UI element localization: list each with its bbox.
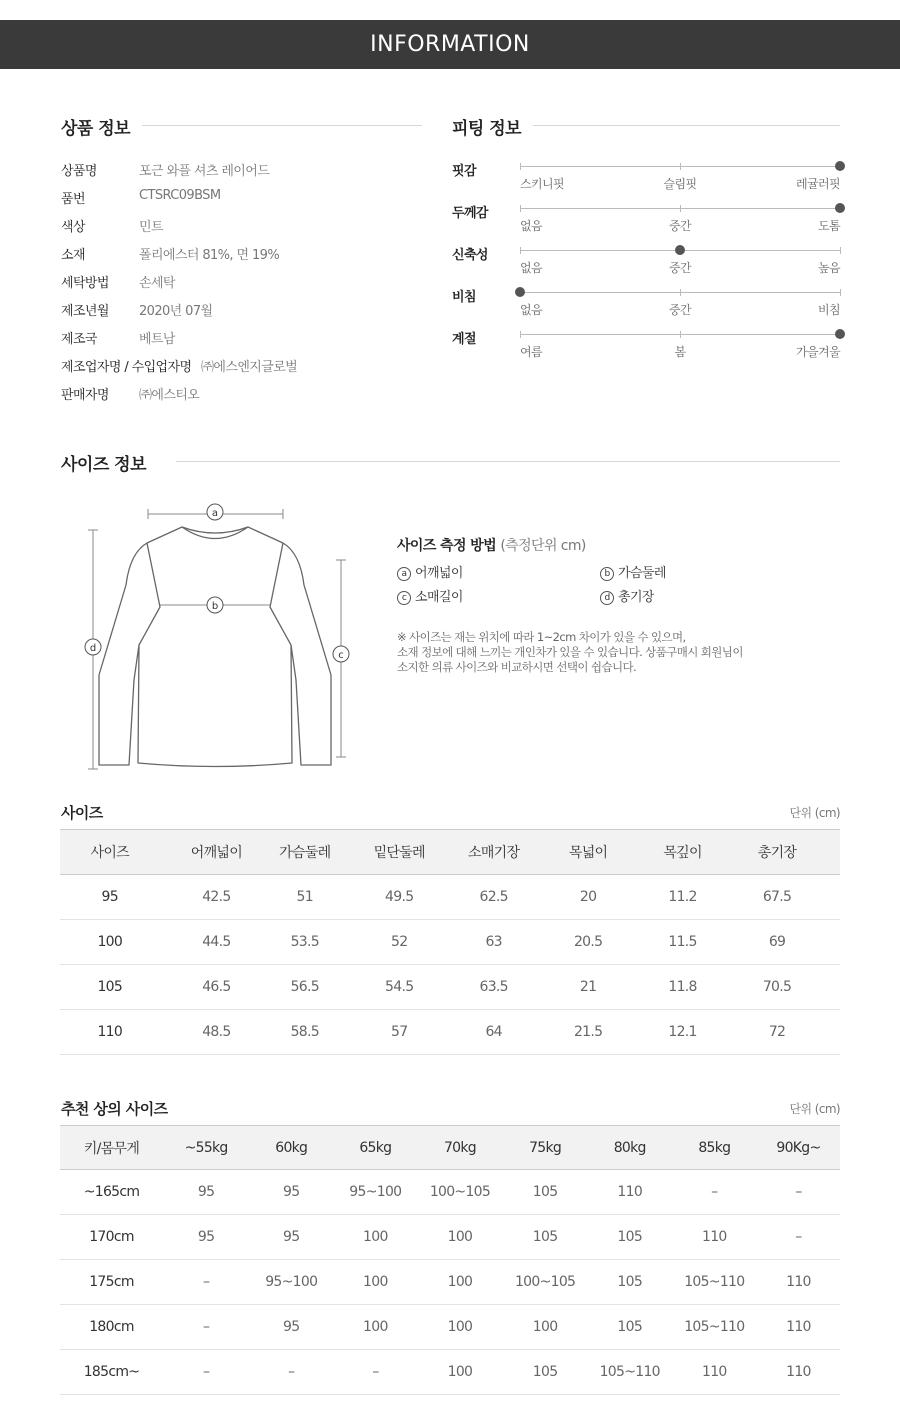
table-cell: – [757,1215,840,1260]
table-cell: 100 [333,1215,417,1260]
table-cell: 95 [163,1170,249,1215]
table-header-cell: 키/몸무게 [60,1126,163,1170]
fit-level-dot [835,161,845,171]
fit-row [452,202,842,242]
legend-label: 소매길이 [415,590,463,605]
table-cell: 20 [525,875,651,920]
table-cell: 11.5 [651,920,714,965]
fit-option: 도톰 [818,219,840,233]
fit-tick [680,331,681,338]
product-label: 제조국 [61,332,97,347]
table-cell: 21.5 [525,1010,651,1055]
fit-tick [520,163,521,170]
table-row [60,1305,840,1350]
fit-tick [680,163,681,170]
size-note-line: 소재 정보에 대해 느끼는 개인차가 있을 수 있습니다. 상품구매시 회원님이 [397,645,743,659]
product-label: 판매자명 [61,388,109,403]
table-cell: 100 [417,1305,502,1350]
fit-tick [520,331,521,338]
table-cell: 110 [672,1215,757,1260]
size-method-title: 사이즈 측정 방법 [397,538,497,554]
fit-option: 레귤러핏 [796,177,840,191]
fit-label: 계절 [452,332,476,347]
size-info-divider [176,461,840,462]
table-cell: – [249,1350,333,1395]
product-row-washing [61,272,441,292]
table-cell: 69 [714,920,840,965]
fit-level-dot [515,287,525,297]
legend-label: 총기장 [618,590,654,605]
fit-option: 여름 [520,345,542,359]
table-row [60,1170,840,1215]
table-header-cell: 목깊이 [651,830,714,875]
rec-table-unit: 단위 (cm) [789,1102,840,1116]
measure-lines [88,509,346,769]
product-label: 제조년월 [61,304,109,319]
legend-mark: a [397,567,411,581]
table-cell: 100 [417,1215,502,1260]
table-cell: 100 [417,1350,502,1395]
table-cell: 175cm [60,1260,163,1305]
fit-option: 가을겨울 [796,345,840,359]
table-cell: 20.5 [525,920,651,965]
marker-b: b [211,601,219,612]
table-cell: 105 [503,1215,588,1260]
table-row [60,1350,840,1395]
product-row-seller [61,384,441,404]
fit-option: 스키니핏 [520,177,564,191]
table-cell: 180cm [60,1305,163,1350]
table-cell: 12.1 [651,1010,714,1055]
table-header-cell: 가슴둘레 [273,830,336,875]
legend-item-shoulder [397,562,463,581]
table-cell: 95 [249,1305,333,1350]
table-header-cell: 65kg [333,1126,417,1170]
table-cell: – [163,1260,249,1305]
fit-option: 슬림핏 [663,177,697,191]
size-table-title: 사이즈 [61,804,103,822]
product-row-date [61,300,441,320]
product-label: 세탁방법 [61,276,109,291]
table-cell: 105 [588,1260,672,1305]
fit-option: 중간 [669,219,691,233]
table-header-row [60,830,840,875]
shirt-outline [99,527,331,767]
table-cell: 63 [462,920,525,965]
table-cell: 110 [757,1305,840,1350]
table-header-cell: 90Kg~ [757,1126,840,1170]
fit-option: 높음 [818,261,840,275]
fitting-info-title: 피팅 정보 [452,119,522,139]
size-note-line: ※ 사이즈는 재는 위치에 따라 1~2cm 차이가 있을 수 있으며, [397,630,686,644]
table-cell: 51 [273,875,336,920]
table-cell: 100 [60,920,160,965]
size-note-line: 소지한 의류 사이즈와 비교하시면 선택이 쉽습니다. [397,660,637,674]
product-info-title: 상품 정보 [61,119,131,139]
product-info-divider [142,125,422,126]
size-table [60,829,840,1055]
fit-label: 핏감 [452,164,476,179]
table-cell: 11.8 [651,965,714,1010]
product-row-material [61,244,441,264]
fit-row [452,160,842,200]
product-row-color [61,216,441,236]
fit-level-dot [835,329,845,339]
table-row [60,920,840,965]
table-header-cell: 어깨넓이 [160,830,274,875]
table-cell: 105 [588,1305,672,1350]
table-cell: 100 [333,1260,417,1305]
product-label: 제조업자명 / 수입업자명 [61,360,192,375]
size-table-unit: 단위 (cm) [789,806,840,820]
table-cell: 105~110 [672,1260,757,1305]
table-header-cell: 밑단둘레 [336,830,462,875]
table-header-cell: 소매기장 [462,830,525,875]
table-row [60,1260,840,1305]
table-cell: 49.5 [336,875,462,920]
table-cell: 72 [714,1010,840,1055]
table-cell: 52 [336,920,462,965]
table-cell: 110 [60,1010,160,1055]
size-info-title: 사이즈 정보 [61,455,147,475]
fit-tick [680,289,681,296]
table-header-cell: 70kg [417,1126,502,1170]
product-row-country [61,328,441,348]
legend-item-length [600,586,654,605]
fit-tick [520,205,521,212]
fit-row [452,244,842,284]
table-cell: 95 [60,875,160,920]
table-cell: 53.5 [273,920,336,965]
table-cell: 105~110 [588,1350,672,1395]
table-cell: 44.5 [160,920,274,965]
table-cell: 57 [336,1010,462,1055]
product-value: CTSRC09BSM [139,188,221,203]
marker-a: a [211,508,219,519]
table-header-cell: 목넓이 [525,830,651,875]
product-value: 손세탁 [139,276,175,291]
product-value: 2020년 07월 [139,304,213,319]
table-header-cell: ~55kg [163,1126,249,1170]
fit-option: 없음 [520,303,542,317]
fit-tick [840,289,841,296]
table-cell: 105 [588,1215,672,1260]
table-cell: 100~105 [503,1260,588,1305]
table-cell: 62.5 [462,875,525,920]
table-header-cell: 85kg [672,1126,757,1170]
table-cell: 95 [249,1215,333,1260]
table-cell: 110 [757,1350,840,1395]
shirt-size-diagram [78,495,368,780]
table-cell: 95~100 [249,1260,333,1305]
product-value: ㈜에스티오 [139,388,200,403]
table-cell: 110 [757,1260,840,1305]
size-note [397,630,743,675]
table-cell: 100 [417,1260,502,1305]
fit-row [452,286,842,326]
table-cell: – [333,1350,417,1395]
product-row-code [61,188,441,208]
marker-d: d [89,643,97,654]
legend-label: 가슴둘레 [618,566,666,581]
product-value: 베트남 [139,332,175,347]
product-value: 민트 [139,220,163,235]
information-banner: INFORMATION [0,20,900,69]
table-row [60,1010,840,1055]
fit-label: 비침 [452,290,476,305]
product-label: 색상 [61,220,85,235]
table-header-row [60,1126,840,1170]
table-cell: 105 [503,1170,588,1215]
product-value: 폴리에스터 81%, 면 19% [139,248,280,263]
table-cell: 54.5 [336,965,462,1010]
table-cell: 95 [249,1170,333,1215]
table-row [60,965,840,1010]
product-value: 포근 와플 셔츠 레이어드 [139,164,270,179]
fit-level-dot [835,203,845,213]
table-header-cell: 75kg [503,1126,588,1170]
fit-label: 두께감 [452,206,488,221]
table-cell: 67.5 [714,875,840,920]
table-cell: 56.5 [273,965,336,1010]
table-row [60,875,840,920]
size-method-heading [397,535,586,555]
table-cell: 100~105 [417,1170,502,1215]
legend-mark: c [397,591,411,605]
table-cell: 100 [503,1305,588,1350]
fit-option: 중간 [669,303,691,317]
product-row-manufacturer [61,356,441,376]
legend-mark: b [600,567,614,581]
legend-label: 어깨넓이 [415,566,463,581]
fit-level-dot [675,245,685,255]
table-cell: – [163,1350,249,1395]
fit-option: 봄 [674,345,686,359]
table-cell: 185cm~ [60,1350,163,1395]
recommended-size-table [60,1125,840,1395]
table-cell: 95~100 [333,1170,417,1215]
legend-item-chest [600,562,666,581]
fit-option: 비침 [818,303,840,317]
table-header-cell: 총기장 [714,830,840,875]
table-header-cell: 60kg [249,1126,333,1170]
product-label: 소재 [61,248,85,263]
table-cell: 110 [672,1350,757,1395]
table-header-cell: 80kg [588,1126,672,1170]
product-row-name [61,160,441,180]
rec-table-title: 추천 상의 사이즈 [61,1100,168,1118]
fit-option: 없음 [520,261,542,275]
fit-tick [840,247,841,254]
table-cell: 170cm [60,1215,163,1260]
product-label: 상품명 [61,164,97,179]
table-cell: 11.2 [651,875,714,920]
table-cell: 58.5 [273,1010,336,1055]
fit-row [452,328,842,368]
table-cell: 105~110 [672,1305,757,1350]
fit-tick [680,205,681,212]
fitting-info-divider [533,125,840,126]
table-cell: 105 [503,1350,588,1395]
table-cell: 110 [588,1170,672,1215]
product-label: 품번 [61,192,85,207]
table-cell: 21 [525,965,651,1010]
table-cell: 100 [333,1305,417,1350]
marker-c: c [338,650,344,661]
table-cell: 63.5 [462,965,525,1010]
table-cell: ~165cm [60,1170,163,1215]
legend-mark: d [600,591,614,605]
table-cell: 70.5 [714,965,840,1010]
fit-tick [520,247,521,254]
fit-label: 신축성 [452,248,488,263]
table-cell: – [672,1170,757,1215]
table-cell: 46.5 [160,965,274,1010]
table-row [60,1215,840,1260]
legend-item-sleeve [397,586,463,605]
table-cell: 95 [163,1215,249,1260]
fit-option: 중간 [669,261,691,275]
table-cell: 105 [60,965,160,1010]
product-value: ㈜에스엔지글로벌 [201,360,298,375]
table-cell: 48.5 [160,1010,274,1055]
table-cell: – [163,1305,249,1350]
table-cell: – [757,1170,840,1215]
table-cell: 64 [462,1010,525,1055]
table-header-cell: 사이즈 [60,830,160,875]
size-method-unit: (측정단위 cm) [500,538,586,554]
fit-option: 없음 [520,219,542,233]
table-cell: 42.5 [160,875,274,920]
